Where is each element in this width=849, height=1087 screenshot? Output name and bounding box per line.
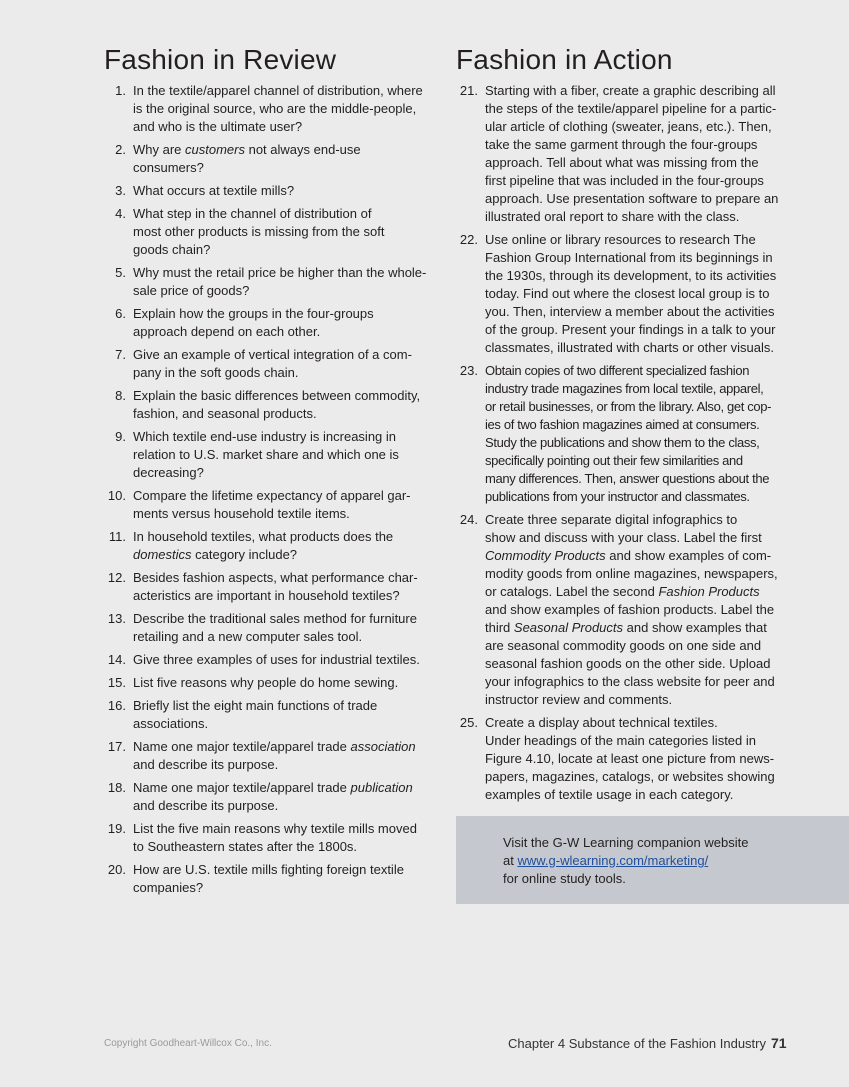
list-item [104, 305, 444, 341]
item-text-line: or catalogs. Label the second Fashion Products [485, 584, 760, 599]
companion-website-link[interactable]: www.g-wlearning.com/marketing/ [517, 853, 709, 868]
list-item [104, 487, 444, 523]
item-text-line: List five reasons why people do home sewing. [133, 675, 399, 690]
item-text-line: acteristics are important in household textiles? [133, 588, 400, 603]
fashion-in-review-section [104, 44, 444, 902]
item-text-line: the 1930s, through its development, to its activities [485, 268, 777, 283]
chapter-running-footer: Chapter 4 Substance of the Fashion Industry [508, 1036, 766, 1051]
item-number: 14. [107, 652, 126, 667]
item-text-line: first pipeline that was included in the four-groups [485, 173, 764, 188]
item-number: 22. [459, 232, 478, 247]
item-number: 15. [107, 675, 126, 690]
item-text-line: and who is the ultimate user? [133, 119, 303, 134]
item-text-line: classmates, illustrated with charts or other visuals. [485, 340, 774, 355]
list-item [104, 674, 444, 692]
list-item [104, 205, 444, 259]
item-text-line: Explain how the groups in the four-groups [133, 306, 374, 321]
item-text-line: pany in the soft goods chain. [133, 365, 299, 380]
item-text-line: publications from your instructor and classmates. [485, 489, 750, 504]
item-text-line: How are U.S. textile mills fighting foreign textile [133, 862, 404, 877]
item-text-line: of the group. Present your findings in a talk to your [485, 322, 776, 337]
item-number: 9. [115, 429, 126, 444]
item-text-line: your infographics to the class website for peer and [485, 674, 775, 689]
list-item [104, 779, 444, 815]
item-text-line: is the original source, who are the middle-people, [133, 101, 417, 116]
item-text-line: approach. Use presentation software to prepare an [485, 191, 779, 206]
item-text-line: Give three examples of uses for industrial textiles. [133, 652, 420, 667]
item-text-line: Name one major textile/apparel trade publication [133, 780, 413, 795]
item-text-line: goods chain? [133, 242, 211, 257]
list-item [456, 362, 796, 506]
item-text-line: you. Then, interview a member about the activities [485, 304, 775, 319]
item-text-line: papers, magazines, catalogs, or websites showing [485, 769, 775, 784]
item-text-line: What occurs at textile mills? [133, 183, 295, 198]
item-number: 7. [115, 347, 126, 362]
item-text-line: Starting with a fiber, create a graphic describing all [485, 83, 776, 98]
item-number: 4. [115, 206, 126, 221]
item-text-line: retailing and a new computer sales tool. [133, 629, 363, 644]
item-text-line: Use online or library resources to research The [485, 232, 756, 247]
item-number: 2. [115, 142, 126, 157]
item-text-line: Create a display about technical textiles. [485, 715, 718, 730]
item-text-line: What step in the channel of distribution of [133, 206, 372, 221]
item-text-line: Obtain copies of two different specialized fashion [485, 363, 750, 378]
list-item [456, 714, 796, 804]
list-item [104, 569, 444, 605]
item-text-line: Commodity Products and show examples of com- [485, 548, 772, 563]
item-text-line: are seasonal commodity goods on one side and [485, 638, 762, 653]
item-number: 1. [115, 83, 126, 98]
list-item [456, 511, 796, 709]
item-text-line: Why must the retail price be higher than the whole- [133, 265, 427, 280]
item-number: 24. [459, 512, 478, 527]
item-text-line: ies of two fashion magazines aimed at consumers. [485, 417, 760, 432]
list-item [104, 528, 444, 564]
item-text-line: companies? [133, 880, 204, 895]
item-text-line: Briefly list the eight main functions of trade [133, 698, 378, 713]
item-text-line: approach depend on each other. [133, 324, 321, 339]
page-number: 71 [771, 1035, 787, 1051]
item-text-line: consumers? [133, 160, 204, 175]
item-text-line: In household textiles, what products does the [133, 529, 394, 544]
list-item [104, 697, 444, 733]
item-text-line: sale price of goods? [133, 283, 250, 298]
item-text-line: approach. Tell about what was missing from the [485, 155, 759, 170]
list-item [104, 182, 444, 200]
list-item [104, 264, 444, 300]
item-number: 5. [115, 265, 126, 280]
item-number: 25. [459, 715, 478, 730]
item-text-line: Which textile end-use industry is increasing in [133, 429, 397, 444]
section-title: Fashion in Action [456, 44, 673, 75]
companion-website-callout [456, 816, 849, 904]
item-text-line: instructor review and comments. [485, 692, 673, 707]
item-text-line: Besides fashion aspects, what performance char- [133, 570, 418, 585]
item-text-line: ular article of clothing (sweater, jeans, etc.). Then, [485, 119, 772, 134]
list-item [104, 387, 444, 423]
item-text-line: associations. [133, 716, 209, 731]
item-text-line: Create three separate digital infographics to [485, 512, 738, 527]
item-text-line: Explain the basic differences between commodity, [133, 388, 421, 403]
item-text-line: and describe its purpose. [133, 798, 279, 813]
copyright-notice: Copyright Goodheart-Willcox Co., Inc. [104, 1038, 272, 1049]
list-item [104, 428, 444, 482]
item-text-line: most other products is missing from the soft [133, 224, 385, 239]
item-text-line: Figure 4.10, locate at least one picture from news- [485, 751, 775, 766]
item-text-line: show and discuss with your class. Label the first [485, 530, 762, 545]
item-text-line: modity goods from online magazines, newspapers, [485, 566, 778, 581]
item-text-line: Name one major textile/apparel trade association [133, 739, 416, 754]
list-item [104, 820, 444, 856]
item-text-line: fashion, and seasonal products. [133, 406, 317, 421]
list-item [456, 82, 796, 226]
item-text-line: examples of textile usage in each category. [485, 787, 734, 802]
item-text-line: seasonal fashion goods on the other side. Upload [485, 656, 771, 671]
item-text-line: In the textile/apparel channel of distribution, where [133, 83, 423, 98]
item-number: 16. [107, 698, 126, 713]
fashion-in-action-section [456, 44, 796, 809]
item-text-line: Why are customers not always end-use [133, 142, 361, 157]
item-text-line: Describe the traditional sales method for furniture [133, 611, 417, 626]
callout-text: Visit the G-W Learning companion website [503, 835, 749, 850]
list-item [104, 738, 444, 774]
item-number: 21. [459, 83, 478, 98]
item-text-line: decreasing? [133, 465, 204, 480]
item-text-line: today. Find out where the closest local group is to [485, 286, 770, 301]
item-text-line: illustrated oral report to share with the class. [485, 209, 740, 224]
item-number: 8. [115, 388, 126, 403]
item-text-line: third Seasonal Products and show examples that [485, 620, 767, 635]
section-title: Fashion in Review [104, 44, 337, 75]
callout-text: at [503, 853, 518, 868]
item-number: 13. [107, 611, 126, 626]
item-text-line: specifically pointing out their few similarities and [485, 453, 743, 468]
item-number: 17. [107, 739, 126, 754]
item-text-line: domestics category include? [133, 547, 298, 562]
list-item [104, 346, 444, 382]
list-item [104, 141, 444, 177]
item-text-line: and describe its purpose. [133, 757, 279, 772]
item-text-line: Fashion Group International from its beginnings in [485, 250, 773, 265]
item-text-line: and show examples of fashion products. Label the [485, 602, 775, 617]
item-number: 23. [459, 363, 478, 378]
item-text-line: Compare the lifetime expectancy of apparel gar- [133, 488, 411, 503]
item-number: 11. [108, 529, 126, 544]
item-number: 18. [107, 780, 126, 795]
list-item [104, 651, 444, 669]
action-activity-list [456, 82, 796, 804]
item-number: 6. [115, 306, 126, 321]
list-item [104, 82, 444, 136]
item-number: 19. [107, 821, 126, 836]
review-question-list [104, 82, 444, 897]
item-text-line: to Southeastern states after the 1800s. [133, 839, 358, 854]
item-text-line: many differences. Then, answer questions about the [485, 471, 770, 486]
list-item [456, 231, 796, 357]
item-text-line: or retail businesses, or from the library. Also, get cop- [485, 399, 772, 414]
item-text-line: Give an example of vertical integration of a com- [133, 347, 412, 362]
item-text-line: ments versus household textile items. [133, 506, 350, 521]
item-text-line: industry trade magazines from local textile, apparel, [485, 381, 764, 396]
item-text-line: relation to U.S. market share and which one is [133, 447, 399, 462]
item-text-line: Under headings of the main categories listed in [485, 733, 756, 748]
item-text-line: the steps of the textile/apparel pipeline for a partic- [485, 101, 777, 116]
callout-text: for online study tools. [503, 871, 626, 886]
item-number: 20. [107, 862, 126, 877]
item-text-line: Study the publications and show them to the class, [485, 435, 760, 450]
item-text-line: take the same garment through the four-groups [485, 137, 758, 152]
item-text-line: List the five main reasons why textile mills moved [133, 821, 417, 836]
list-item [104, 610, 444, 646]
list-item [104, 861, 444, 897]
item-number: 3. [115, 183, 126, 198]
item-number: 10. [107, 488, 126, 503]
item-number: 12. [107, 570, 126, 585]
